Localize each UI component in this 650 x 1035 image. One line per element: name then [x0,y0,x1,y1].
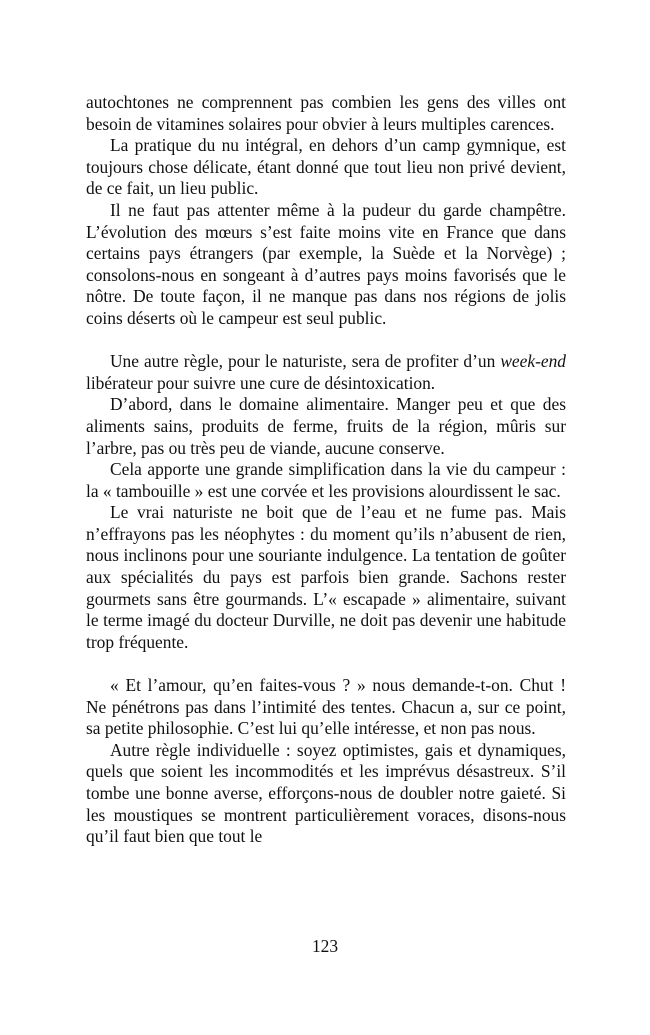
paragraph: autochtones ne comprennent pas combien les gens des villes ont besoin de vitamines solaires pour obvier à leurs multiples carences. [86,92,566,134]
italic-term: week-end [500,351,566,372]
paragraph: Cela apporte une grande simplification dans la vie du campeur : la « tambouille » est une corvée et les provisions alourdissent le sac. [86,459,566,501]
page-body [86,92,566,848]
paragraph: D’abord, dans le domaine alimentaire. Manger peu et que des aliments sains, produits de ferme, fruits de la région, mûris sur l’arbre, pas ou très peu de viande, aucune conserve. [86,394,566,458]
paragraph: « Et l’amour, qu’en faites-vous ? » nous demande-t-on. Chut ! Ne pénétrons pas dans l’intimité des tentes. Chacun a, sur ce point, sa petite philosophie. C’est lui qu’elle intéresse, et non pas nous. [86,675,566,739]
paragraph: Le vrai naturiste ne boit que de l’eau et ne fume pas. Mais n’effrayons pas les néophytes : du moment qu’ils n’abusent de rien, nous inclinons pour une souriante indulgence. La tentation de goûter aux spécialités du pays est parfois bien grande. Sachons rester gourmets sans être gourmands. L’« escapade » alimentaire, suivant le terme imagé du docteur Durville, ne doit pas devenir une habitude trop fréquente. [86,502,566,652]
paragraph: Autre règle individuelle : soyez optimistes, gais et dynamiques, quels que soient les incommodités et les imprévus désastreux. S’il tombe une bonne averse, efforçons-nous de doubler notre gaieté. Si les moustiques se montrent particulièrement voraces, disons-nous qu’il faut bien que tout le [86,739,566,847]
page-number: 123 [311,936,339,956]
paragraph: Il ne faut pas attenter même à la pudeur du garde champêtre. L’évolution des mœurs s’est faite moins vite en France que dans certains pays étrangers (par exemple, la Suède et la Norvège) ; consolons-nous en songeant à d’autres pays moins favorisés que le nôtre. De toute façon, il ne manque pas dans nos régions de jolis coins déserts où le campeur est seul public. [86,199,566,328]
paragraph-with-italic [86,351,566,394]
paragraph: La pratique du nu intégral, en dehors d’un camp gymnique, est toujours chose délicate, étant donné que tout lieu non privé devient, de ce fait, un lieu public. [86,135,566,199]
paragraph-text-before-italic: Une autre règle, pour le naturiste, sera de profiter d’un [110,351,501,372]
paragraph-text-after-italic: libérateur pour suivre une cure de désintoxication. [86,372,436,393]
